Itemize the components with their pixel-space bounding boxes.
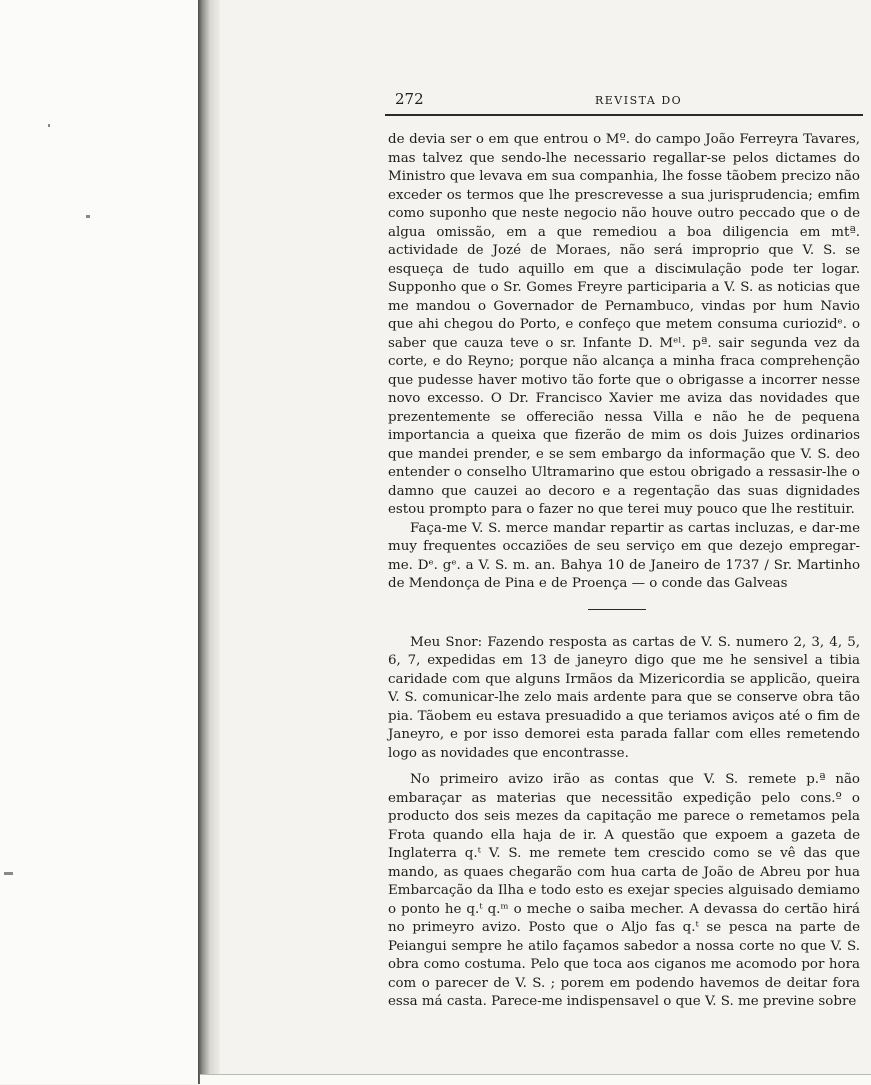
- book-gutter: [198, 0, 220, 1084]
- letter1-paragraph-1: de devia ser o em que entrou o Mº. do campo João Ferreyra Tavares, mas talvez que sendo-lhe necessario regallar-se pelos dictames do Ministro que levava em sua companhia, lhe fosse tãobem precizo não exceder os termos que lhe prescrevesse a sua jurisprudencia; emfim como suponho que neste negocio não houve outro peccado que o de algua omissão, em a que remediou a boa diligencia em mtª. actividade de Jozé de Moraes, não será improprio que V. S. se esqueça de tudo aquillo em que a disciмulação pode ter logar. Supponho que o Sr. Gomes Freyre participaria a V. S. as noticias que me mandou o Governador de Pernambuco, vindas por hum Navio que ahi chegou do Porto, e confeço que metem consuma curiozidᵉ. o saber que cauza teve o sr. Infante D. Mᵉˡ. pª. sair segunda vez da corte, e do Reyno; porque não alcança a minha fraca comprehenção que pudesse haver motivo tão forte que o obrigasse a incorrer nesse novo excesso. O Dr. Francisco Xavier me aviza das novidades que prezentemente se offerecião nessa Villa e não he de pequena importancia a queixa que fizerão de mim os dois Juizes ordinarios que mandei prender, e se sem embargo da informação que V. S. deo entender o conselho Ultramarino que estou obrigado a ressasir-lhe o damno que cauzei ao decoro e a regentação das suas dignidades estou prompto para o fazer no que terei muy pouco que lhe restituir.: [388, 132, 860, 517]
- page-number: 272: [395, 90, 424, 108]
- left-margin: [0, 0, 200, 1084]
- page-bottom-edge: [200, 1074, 871, 1085]
- scan-speck: [48, 124, 50, 127]
- scan-speck: [4, 872, 13, 875]
- letter1-closing-paragraph: Faça-me V. S. merce mandar repartir as cartas incluzas, e dar-me muy frequentes occaziões de seu serviço em que dezejo empregar-me. Dᵉ. gᵉ. a V. S. m. an. Bahya 10 de Janeiro de 1737 / Sr. Martinho de Mendonça de Pina e de Proença — o conde das Galveas: [388, 520, 860, 591]
- page-body: [388, 131, 860, 1012]
- scan-speck: [86, 215, 90, 218]
- letter2-paragraph-2: No primeiro avizo irão as contas que V. S. remete p.ª não embaraçar as materias que necessitão expedição pelo cons.º o producto dos seis mezes da capitação me parece o remetamos pela Frota quando ella haja de ir. A questão que expoem a gazeta de Inglaterra q.ᵗ V. S. me remete tem crescido como se vê das que mando, as quaes chegarão com hua carta de João de Abreu por hua Embarcação da Ilha e todo esto es exejar species alguisado demiamo o ponto he q.ᵗ q.ᵐ o meche o saiba mecher. A devassa do certão hirá no primeyro avizo. Posto que o Aljo fas q.ᵗ se pesca na parte de Peiangui sempre he atilo façamos sabedor a nossa corte no que V. S. obra como costuma. Pelo que toca aos ciganos me acomodo por hora com o parecer de V. S. ; porem em podendo havemos de deitar fora essa má casta. Parece-me indispensavel o que V. S. me previne sobre: [388, 772, 860, 1009]
- separator-area: [388, 594, 860, 628]
- running-head: REVISTA DO: [595, 94, 683, 107]
- page-header: [385, 90, 863, 116]
- section-separator: [588, 609, 646, 610]
- letter2-paragraph-1: Meu Snor: Fazendo resposta as cartas de V. S. numero 2, 3, 4, 5, 6, 7, expedidas em 13 de janeyro digo que me he sensivel a tibia caridade com que alguns Irmãos da Mizericordia se applicão, queira V. S. comunicar-lhe zelo mais ardente para que se conserve obra tão pia. Tãobem eu estava presuadido a que teriamos aviços até o fim de Janeyro, e por isso demorei esta parada fallar com elles remetendo logo as novidades que encontrasse.: [388, 634, 860, 761]
